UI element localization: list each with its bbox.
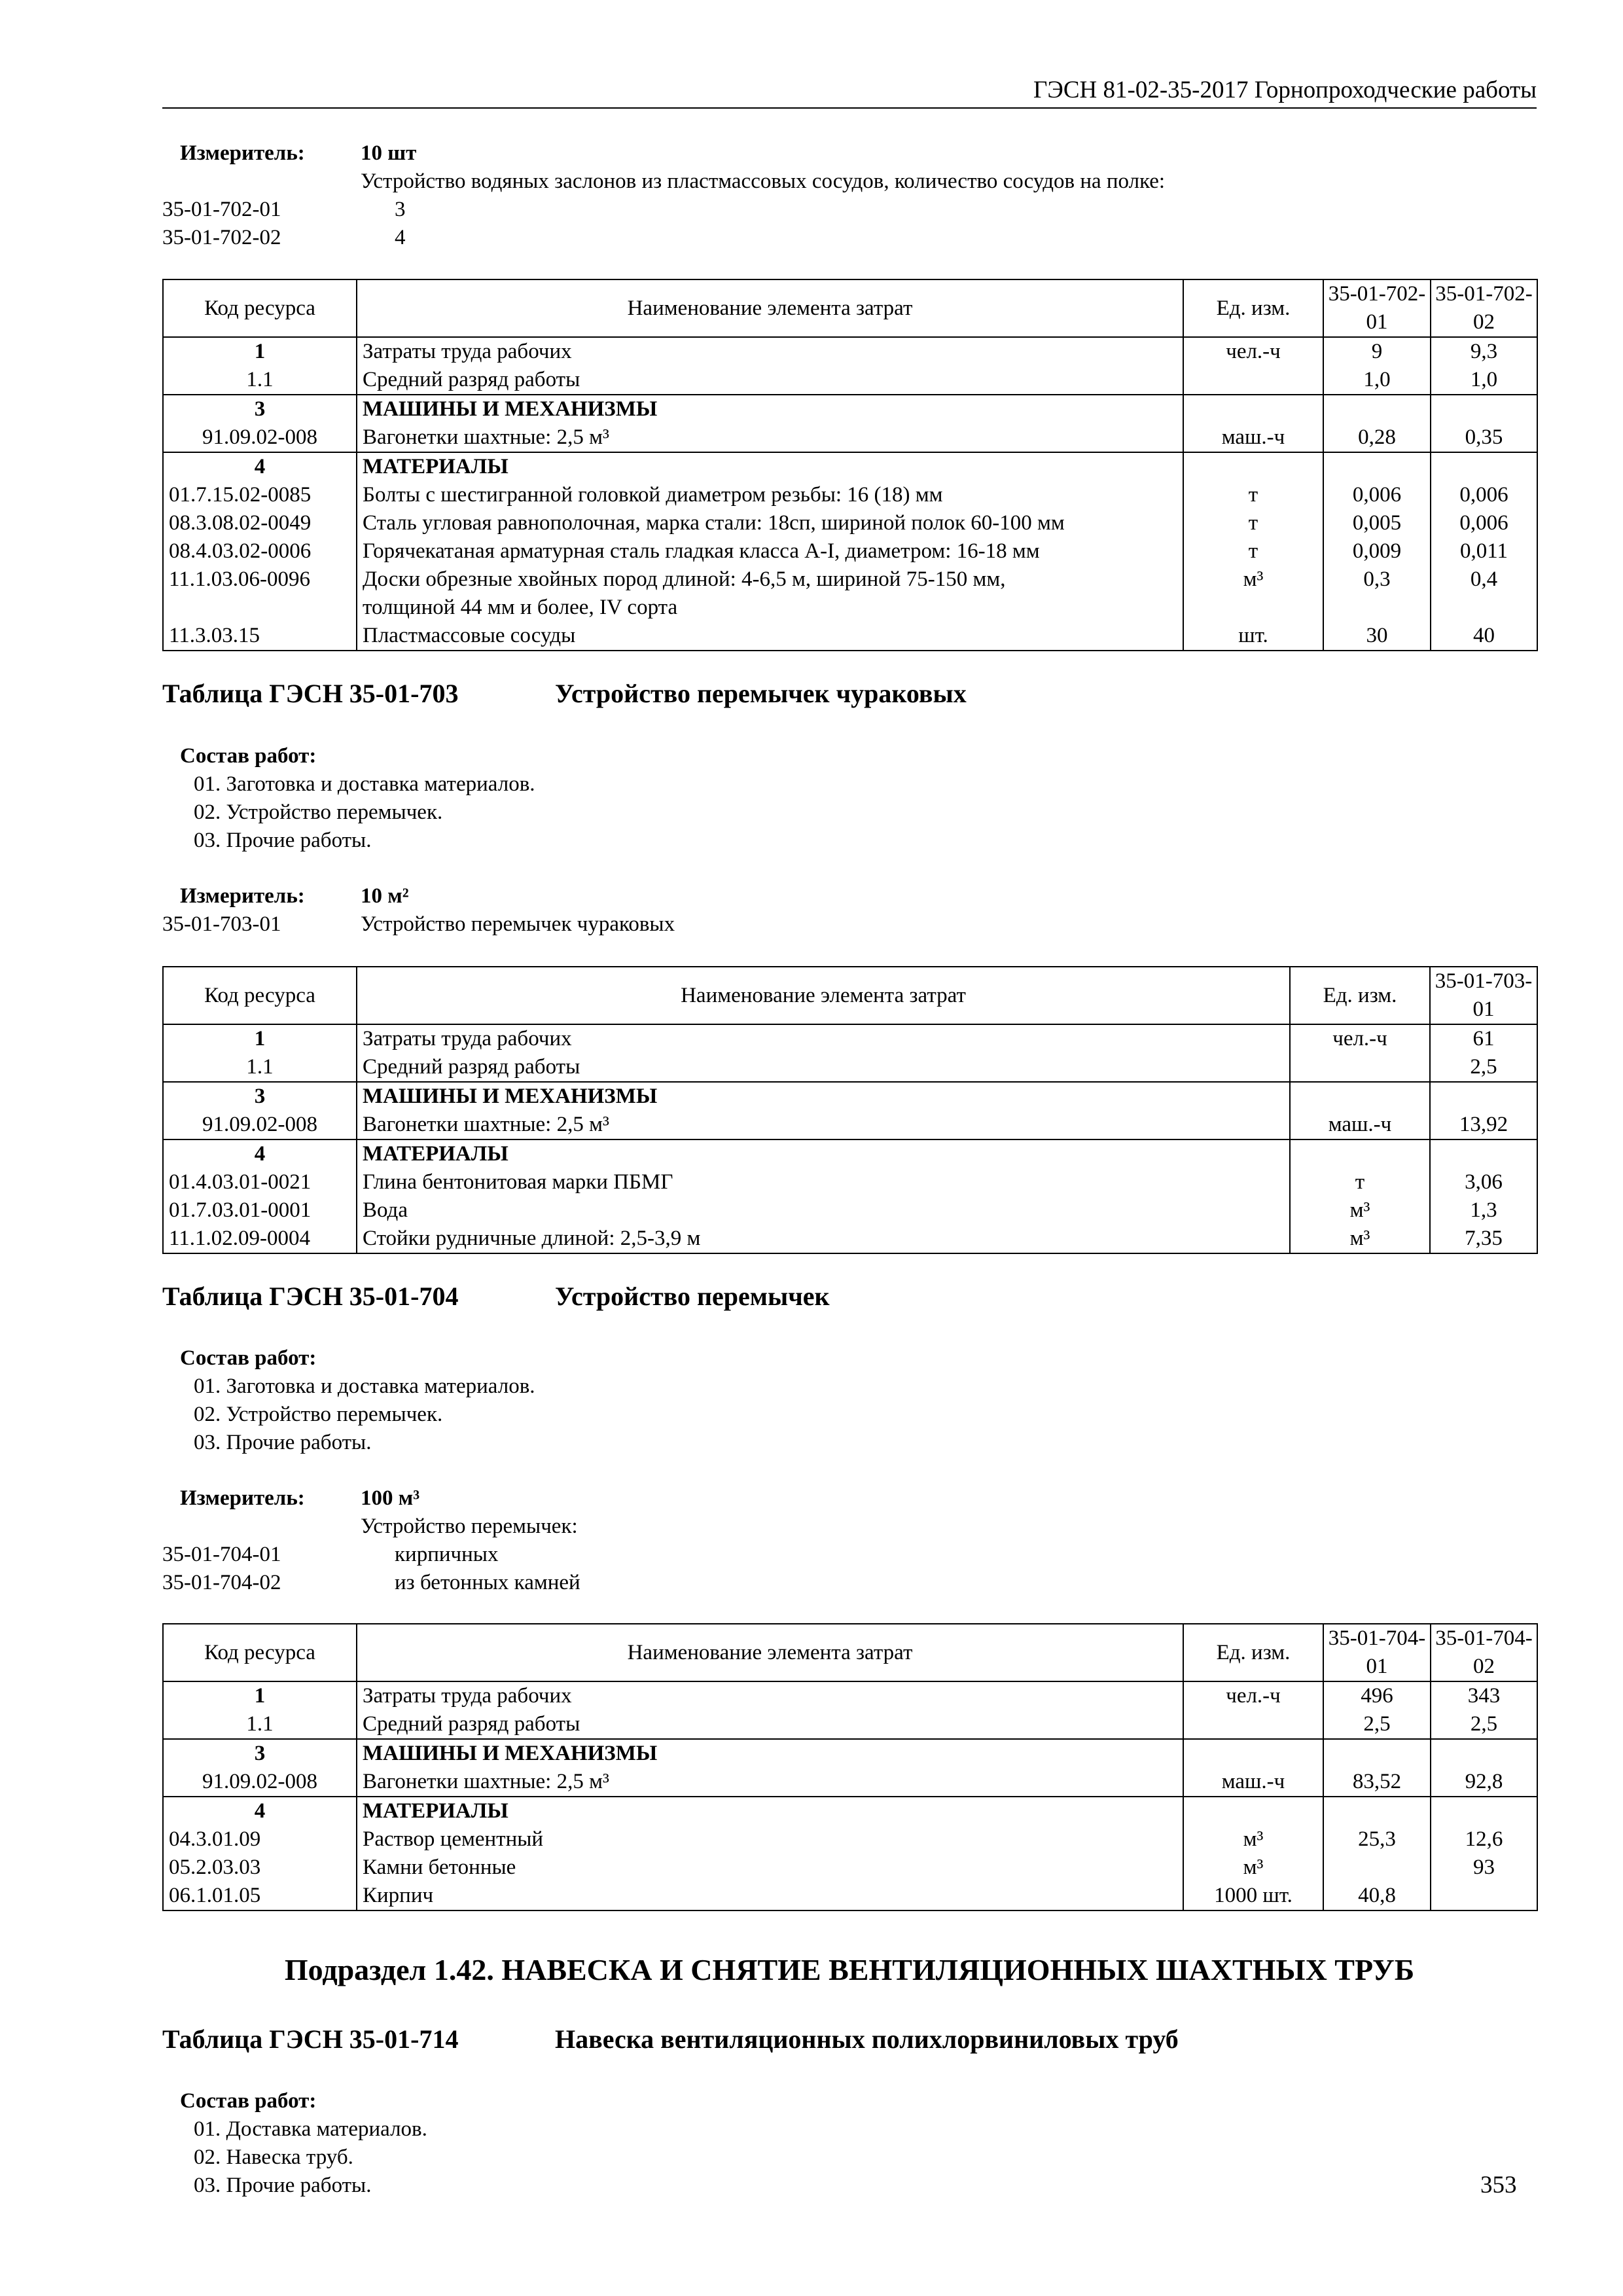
variant-code-702-01: 35-01-702-01: [162, 198, 281, 221]
cell-code: 3: [163, 1739, 357, 1768]
cell-value: 1,3: [1430, 1196, 1537, 1225]
resource-table-704: [162, 1623, 1538, 1911]
header-col1: 35-01-703-01: [1430, 967, 1537, 1024]
cell-name: Раствор цементный: [357, 1825, 1183, 1854]
cell-code: 3: [163, 395, 357, 423]
cell-code: 11.1.02.09-0004: [163, 1225, 357, 1253]
work-composition-label-703: Состав работ:: [180, 744, 317, 768]
cell-unit: м³: [1183, 565, 1323, 594]
cell-unit: маш.-ч: [1183, 1768, 1323, 1797]
work-item: 03. Прочие работы.: [194, 829, 372, 852]
header-code: Код ресурса: [163, 967, 357, 1024]
header-name: Наименование элемента затрат: [357, 279, 1183, 337]
cell-code: 1: [163, 1681, 357, 1710]
cell-value: 0,006: [1323, 481, 1431, 509]
cell-value: 0,4: [1431, 565, 1537, 594]
meter-label-704: Измеритель:: [180, 1486, 305, 1510]
table-row: [163, 1825, 1537, 1854]
cell-code: 3: [163, 1082, 357, 1111]
page-header: [162, 73, 1537, 109]
work-item: 02. Навеска труб.: [194, 2145, 353, 2169]
cell-name: Вагонетки шахтные: 2,5 м³: [357, 1768, 1183, 1797]
table-row: [163, 395, 1537, 423]
cell-name: Камни бетонные: [357, 1854, 1183, 1882]
cell-value: 0,006: [1431, 509, 1537, 537]
table-row: [163, 1710, 1537, 1739]
work-composition-label-704: Состав работ:: [180, 1346, 317, 1370]
table-row: [163, 622, 1537, 651]
header-unit: Ед. изм.: [1290, 967, 1430, 1024]
cell-value: 92,8: [1431, 1768, 1537, 1797]
cell-unit: чел.-ч: [1183, 1681, 1323, 1710]
cell-unit: [1183, 366, 1323, 395]
work-item: 02. Устройство перемычек.: [194, 800, 443, 824]
header-col2: 35-01-702-02: [1431, 279, 1537, 337]
page-number: 353: [1480, 2172, 1517, 2198]
cell-name: Вагонетки шахтные: 2,5 м³: [357, 423, 1183, 452]
cell-code: 04.3.01.09: [163, 1825, 357, 1854]
table-row: [163, 509, 1537, 537]
header-unit: Ед. изм.: [1183, 1624, 1323, 1681]
table-row: [163, 1082, 1537, 1111]
cell-unit: чел.-ч: [1290, 1024, 1430, 1053]
meter-label-702: Измеритель:: [180, 141, 305, 165]
cell-unit: т: [1183, 481, 1323, 509]
cell-unit: т: [1183, 537, 1323, 565]
cell-unit: м³: [1183, 1825, 1323, 1854]
variant-code-703-01: 35-01-703-01: [162, 912, 281, 936]
cell-code: 91.09.02-008: [163, 1111, 357, 1139]
table-row: [163, 452, 1537, 481]
cell-code: 06.1.01.05: [163, 1882, 357, 1910]
cell-name: Пластмассовые сосуды: [357, 622, 1183, 651]
variant-value-704-01: кирпичных: [395, 1543, 499, 1566]
cell-value: 2,5: [1430, 1053, 1537, 1082]
subsection-title: Подраздел 1.42. НАВЕСКА И СНЯТИЕ ВЕНТИЛЯЦИОННЫХ ШАХТНЫХ ТРУБ: [284, 1953, 1415, 1986]
cell-value: 12,6: [1431, 1825, 1537, 1854]
table-row: [163, 423, 1537, 452]
cell-unit: м³: [1290, 1196, 1430, 1225]
cell-value: 0,011: [1431, 537, 1537, 565]
table-row: [163, 366, 1537, 395]
cell-value: 0,009: [1323, 537, 1431, 565]
header-col2: 35-01-704-02: [1431, 1624, 1537, 1681]
cell-section-title: МАТЕРИАЛЫ: [357, 1797, 1183, 1825]
work-item: 01. Доставка материалов.: [194, 2117, 427, 2141]
table-row: [163, 337, 1537, 366]
meter-value-702: 10 шт: [361, 141, 417, 165]
cell-value: 0,3: [1323, 565, 1431, 594]
cell-value: 40,8: [1323, 1882, 1431, 1910]
cell-value: 40: [1431, 622, 1537, 651]
table-row: [163, 1053, 1537, 1082]
work-composition-label-714: Состав работ:: [180, 2089, 317, 2113]
cell-code: 01.7.15.02-0085: [163, 481, 357, 509]
work-item: 01. Заготовка и доставка материалов.: [194, 1374, 535, 1398]
cell-code: 08.3.08.02-0049: [163, 509, 357, 537]
header-code: Код ресурса: [163, 1624, 357, 1681]
cell-code: 91.09.02-008: [163, 423, 357, 452]
cell-code: 11.3.03.15: [163, 622, 357, 651]
cell-unit: м³: [1290, 1225, 1430, 1253]
cell-code: 4: [163, 452, 357, 481]
cell-code: 1.1: [163, 366, 357, 395]
cell-name: Средний разряд работы: [357, 366, 1183, 395]
table-header: [163, 967, 1537, 1024]
table-row-continuation: [163, 594, 1537, 622]
cell-value: 9: [1323, 337, 1431, 366]
table-label-703: Таблица ГЭСН 35-01-703: [162, 679, 459, 708]
table-row: [163, 481, 1537, 509]
header-title: ГЭСН 81-02-35-2017 Горнопроходческие работы: [1033, 77, 1537, 103]
cell-unit: [1183, 1710, 1323, 1739]
cell-value: 1,0: [1431, 366, 1537, 395]
table-row: [163, 1168, 1537, 1196]
cell-value: [1431, 1882, 1537, 1910]
variant-value-702-02: 4: [395, 226, 406, 249]
work-item: 03. Прочие работы.: [194, 2174, 372, 2197]
cell-value: 0,006: [1431, 481, 1537, 509]
work-item: 02. Устройство перемычек.: [194, 1403, 443, 1426]
cell-value: 2,5: [1431, 1710, 1537, 1739]
cell-name: Вода: [357, 1196, 1290, 1225]
table-row: [163, 1024, 1537, 1053]
header-name: Наименование элемента затрат: [357, 967, 1290, 1024]
cell-value: 83,52: [1323, 1768, 1431, 1797]
table-row: [163, 1882, 1537, 1910]
cell-unit: маш.-ч: [1183, 423, 1323, 452]
cell-code: 1.1: [163, 1053, 357, 1082]
cell-value: 343: [1431, 1681, 1537, 1710]
cell-code: 1.1: [163, 1710, 357, 1739]
table-row: [163, 1196, 1537, 1225]
cell-value: 0,005: [1323, 509, 1431, 537]
cell-unit: чел.-ч: [1183, 337, 1323, 366]
cell-unit: [1290, 1053, 1430, 1082]
cell-value: 13,92: [1430, 1111, 1537, 1139]
cell-value: 0,35: [1431, 423, 1537, 452]
table-row: [163, 1739, 1537, 1768]
cell-section-title: МАТЕРИАЛЫ: [357, 1139, 1290, 1168]
cell-name: Средний разряд работы: [357, 1053, 1290, 1082]
cell-unit: т: [1183, 509, 1323, 537]
cell-name: толщиной 44 мм и более, IV сорта: [357, 594, 1183, 622]
table-title-714: Навеска вентиляционных полихлорвиниловых труб: [555, 2024, 1179, 2054]
cell-section-title: МАШИНЫ И МЕХАНИЗМЫ: [357, 395, 1183, 423]
variant-code-704-01: 35-01-704-01: [162, 1543, 281, 1566]
variant-value-704-02: из бетонных камней: [395, 1571, 580, 1594]
cell-code: 4: [163, 1797, 357, 1825]
cell-value: 61: [1430, 1024, 1537, 1053]
cell-value: 2,5: [1323, 1710, 1431, 1739]
table-title-704: Устройство перемычек: [555, 1282, 830, 1311]
cell-name: Глина бентонитовая марки ПБМГ: [357, 1168, 1290, 1196]
cell-value: 3,06: [1430, 1168, 1537, 1196]
cell-name: Затраты труда рабочих: [357, 1681, 1183, 1710]
cell-value: 93: [1431, 1854, 1537, 1882]
cell-code: 1: [163, 337, 357, 366]
variant-code-702-02: 35-01-702-02: [162, 226, 281, 249]
cell-value: 7,35: [1430, 1225, 1537, 1253]
meter-value-703: 10 м²: [361, 884, 409, 908]
cell-unit: 1000 шт.: [1183, 1882, 1323, 1910]
cell-unit: т: [1290, 1168, 1430, 1196]
table-header: [163, 1624, 1537, 1681]
cell-value: 0,28: [1323, 423, 1431, 452]
meter-value-704: 100 м³: [361, 1486, 420, 1510]
cell-name: Горячекатаная арматурная сталь гладкая класса А-I, диаметром: 16-18 мм: [357, 537, 1183, 565]
header-col1: 35-01-702-01: [1323, 279, 1431, 337]
cell-name: Стойки рудничные длиной: 2,5-3,9 м: [357, 1225, 1290, 1253]
resource-table-703: [162, 966, 1538, 1254]
variant-code-704-02: 35-01-704-02: [162, 1571, 281, 1594]
cell-value: 25,3: [1323, 1825, 1431, 1854]
table-header: [163, 279, 1537, 337]
header-col1: 35-01-704-01: [1323, 1624, 1431, 1681]
cell-name: Доски обрезные хвойных пород длиной: 4-6,5 м, шириной 75-150 мм,: [357, 565, 1183, 594]
cell-code: 01.7.03.01-0001: [163, 1196, 357, 1225]
cell-name: Затраты труда рабочих: [357, 337, 1183, 366]
cell-value: 1,0: [1323, 366, 1431, 395]
cell-value: 496: [1323, 1681, 1431, 1710]
variant-text-703-01: Устройство перемычек чураковых: [361, 912, 675, 936]
cell-code: 08.4.03.02-0006: [163, 537, 357, 565]
table-row: [163, 1681, 1537, 1710]
cell-name: Кирпич: [357, 1882, 1183, 1910]
cell-name: Вагонетки шахтные: 2,5 м³: [357, 1111, 1290, 1139]
cell-code: 11.1.03.06-0096: [163, 565, 357, 594]
work-item: 03. Прочие работы.: [194, 1431, 372, 1454]
table-row: [163, 1854, 1537, 1882]
cell-section-title: МАТЕРИАЛЫ: [357, 452, 1183, 481]
meter-label-703: Измеритель:: [180, 884, 305, 908]
cell-unit: маш.-ч: [1290, 1111, 1430, 1139]
cell-code: 4: [163, 1139, 357, 1168]
cell-unit: шт.: [1183, 622, 1323, 651]
cell-section-title: МАШИНЫ И МЕХАНИЗМЫ: [357, 1739, 1183, 1768]
table-label-704: Таблица ГЭСН 35-01-704: [162, 1282, 459, 1311]
table-row: [163, 537, 1537, 565]
cell-code: 1: [163, 1024, 357, 1053]
cell-code: 91.09.02-008: [163, 1768, 357, 1797]
cell-name: Затраты труда рабочих: [357, 1024, 1290, 1053]
table-row: [163, 1111, 1537, 1139]
table-row: [163, 1768, 1537, 1797]
cell-name: Средний разряд работы: [357, 1710, 1183, 1739]
header-unit: Ед. изм.: [1183, 279, 1323, 337]
header-code: Код ресурса: [163, 279, 357, 337]
cell-section-title: МАШИНЫ И МЕХАНИЗМЫ: [357, 1082, 1290, 1111]
table-row: [163, 1139, 1537, 1168]
cell-name: Сталь угловая равнополочная, марка стали: 18сп, шириной полок 60-100 мм: [357, 509, 1183, 537]
variant-description-702: Устройство водяных заслонов из пластмассовых сосудов, количество сосудов на полке:: [361, 170, 1166, 193]
table-row: [163, 1225, 1537, 1253]
table-title-703: Устройство перемычек чураковых: [555, 679, 967, 708]
header-name: Наименование элемента затрат: [357, 1624, 1183, 1681]
table-label-714: Таблица ГЭСН 35-01-714: [162, 2024, 459, 2054]
table-row: [163, 1797, 1537, 1825]
cell-code: 05.2.03.03: [163, 1854, 357, 1882]
table-row: [163, 565, 1537, 594]
variant-value-702-01: 3: [395, 198, 406, 221]
cell-value: 30: [1323, 622, 1431, 651]
cell-unit: м³: [1183, 1854, 1323, 1882]
cell-value: [1323, 1854, 1431, 1882]
cell-name: Болты с шестигранной головкой диаметром резьбы: 16 (18) мм: [357, 481, 1183, 509]
variant-description-704: Устройство перемычек:: [361, 1515, 578, 1538]
cell-code: 01.4.03.01-0021: [163, 1168, 357, 1196]
cell-value: 9,3: [1431, 337, 1537, 366]
resource-table-702: [162, 279, 1538, 651]
work-item: 01. Заготовка и доставка материалов.: [194, 772, 535, 796]
